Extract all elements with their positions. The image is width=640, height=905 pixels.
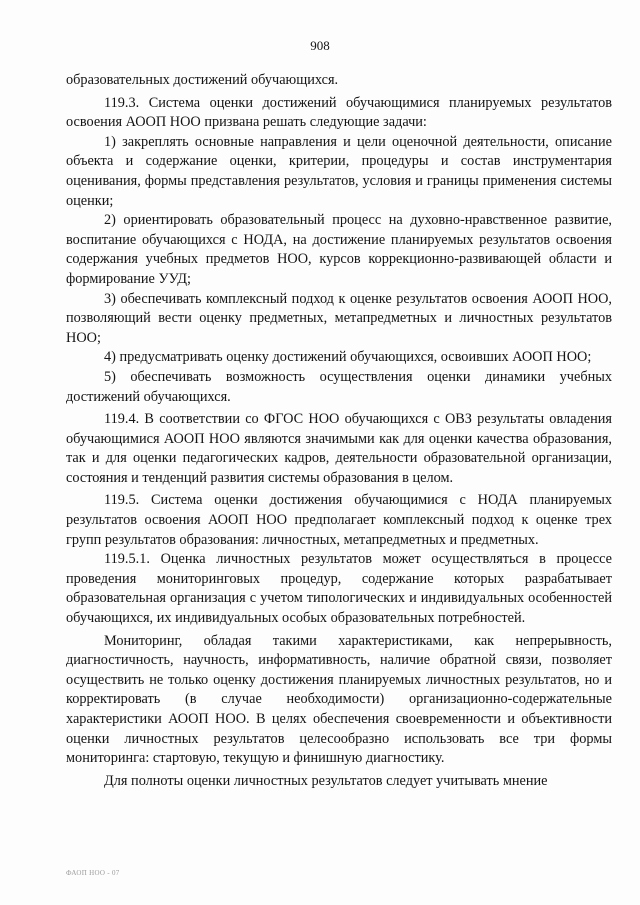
list-item-2: 2) ориентировать образовательный процесс на духовно-нравственное развитие, воспитание обучающихся с НОДА, на достижение планируемых результатов освоения содержания учебных предметов НОО, курсов коррекционно-развивающей области и формирование УУД;: [66, 212, 612, 287]
paragraph-final: Для полноты оценки личностных результатов следует учитывать мнение: [104, 772, 548, 789]
document-body: [66, 71, 612, 791]
paragraph-continuation: образовательных достижений обучающихся.: [66, 72, 339, 88]
list-item-1: 1) закреплять основные направления и цели оценочной деятельности, описание объекта и содержание оценки, критерии, процедуры и состав инструментария оценивания, формы представления результатов, условия и границы применения системы оценки;: [66, 133, 612, 209]
list-item-3: 3) обеспечивать комплексный подход к оценке результатов освоения АООП НОО, позволяющий вести оценку предметных, метапредметных и личностных результатов НОО;: [66, 290, 612, 346]
paragraph-119-4: 119.4. В соответствии со ФГОС НОО обучающихся с ОВЗ результаты овладения обучающимися АООП НОО являются значимыми как для оценки качества образования, так и для оценки педагогических кадров, деятельности образовательной организации, состояния и тенденций развития системы образования в целом.: [66, 411, 612, 486]
list-item-4: 4) предусматривать оценку достижений обучающихся, освоивших АООП НОО;: [104, 349, 592, 366]
footer-stamp: ФАОП НОО - 07: [66, 869, 120, 877]
page-number: 908: [310, 38, 330, 53]
paragraph-119-5-1: 119.5.1. Оценка личностных результатов может осуществляться в процессе проведения мониторинговых процедур, содержание которых разрабатывает образовательная организация с учетом типологических и индивидуальных особенностей обучающихся, их индивидуальных особых образовательных потребностей.: [66, 551, 612, 627]
paragraph-119-3: 119.3. Система оценки достижений обучающимися планируемых результатов освоения АООП НОО призвана решать следующие задачи:: [66, 94, 612, 131]
list-item-5: 5) обеспечивать возможность осуществления оценки динамики учебных достижений обучающихся.: [66, 368, 612, 405]
paragraph-monitoring: Мониторинг, обладая такими характеристиками, как непрерывность, диагностичность, научность, информативность, наличие обратной связи, позволяет осуществить не только оценку достижения планируемых личностных результатов, но и корректировать (в случае необходимости) организационно-содержательные характеристики АООП НОО. В целях обеспечения своевременности и объективности оценки личностных результатов целесообразно использовать все три формы мониторинга: стартовую, текущую и финишную диагностику.: [66, 632, 612, 767]
paragraph-119-5: 119.5. Система оценки достижения обучающимися с НОДА планируемых результатов освоения АООП НОО предполагает комплексный подход к оценке трех групп результатов образования: личностных, метапредметных и предметных.: [66, 492, 612, 548]
